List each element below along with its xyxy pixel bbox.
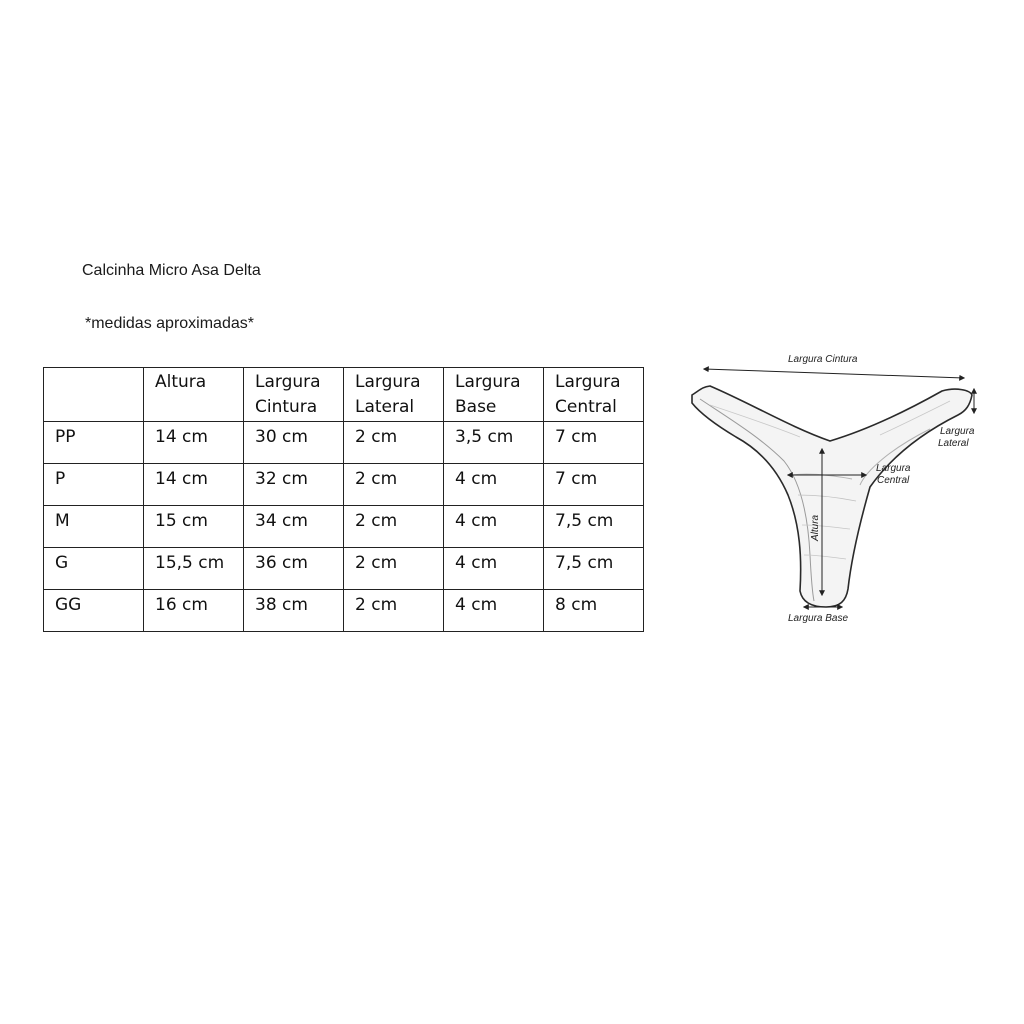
largura-base-cell: 4 cm bbox=[444, 506, 544, 548]
size-cell: PP bbox=[44, 422, 144, 464]
measurements-note: *medidas aproximadas* bbox=[85, 315, 254, 332]
largura-central-cell: 7,5 cm bbox=[544, 548, 644, 590]
largura-lateral-cell: 2 cm bbox=[344, 422, 444, 464]
largura-central-cell: 7 cm bbox=[544, 464, 644, 506]
header-cell-blank bbox=[44, 368, 144, 422]
label-largura-base: Largura Base bbox=[788, 613, 849, 624]
label-altura: Altura bbox=[810, 514, 821, 541]
page-title: Calcinha Micro Asa Delta bbox=[82, 262, 261, 279]
header-cell-largura-base: Largura Base bbox=[444, 368, 544, 422]
table-row bbox=[44, 548, 644, 590]
header-cell-altura: Altura bbox=[144, 368, 244, 422]
largura-lateral-cell: 2 cm bbox=[344, 506, 444, 548]
largura-central-cell: 7 cm bbox=[544, 422, 644, 464]
label-largura-lateral-1: Largura bbox=[940, 426, 975, 437]
largura-base-cell: 4 cm bbox=[444, 548, 544, 590]
garment-outline-icon bbox=[692, 386, 972, 607]
table-row bbox=[44, 464, 644, 506]
altura-cell: 14 cm bbox=[144, 422, 244, 464]
largura-base-cell: 3,5 cm bbox=[444, 422, 544, 464]
largura-cintura-cell: 34 cm bbox=[244, 506, 344, 548]
largura-cintura-cell: 30 cm bbox=[244, 422, 344, 464]
largura-lateral-cell: 2 cm bbox=[344, 590, 444, 632]
waist-width-arrow bbox=[704, 369, 964, 378]
table-row bbox=[44, 590, 644, 632]
label-largura-cintura: Largura Cintura bbox=[788, 354, 858, 365]
largura-base-cell: 4 cm bbox=[444, 464, 544, 506]
header-cell-largura-lateral: Largura Lateral bbox=[344, 368, 444, 422]
size-cell: M bbox=[44, 506, 144, 548]
header-cell-largura-central: Largura Central bbox=[544, 368, 644, 422]
label-largura-central-1: Largura bbox=[876, 463, 911, 474]
measurement-diagram bbox=[680, 345, 980, 635]
largura-base-cell: 4 cm bbox=[444, 590, 544, 632]
label-largura-lateral-2: Lateral bbox=[938, 438, 969, 449]
largura-lateral-cell: 2 cm bbox=[344, 464, 444, 506]
largura-central-cell: 8 cm bbox=[544, 590, 644, 632]
table-row bbox=[44, 422, 644, 464]
largura-cintura-cell: 36 cm bbox=[244, 548, 344, 590]
altura-cell: 15 cm bbox=[144, 506, 244, 548]
table-row bbox=[44, 506, 644, 548]
size-cell: GG bbox=[44, 590, 144, 632]
altura-cell: 14 cm bbox=[144, 464, 244, 506]
label-largura-central-2: Central bbox=[877, 475, 910, 486]
altura-cell: 16 cm bbox=[144, 590, 244, 632]
header-cell-largura-cintura: Largura Cintura bbox=[244, 368, 344, 422]
size-cell: G bbox=[44, 548, 144, 590]
altura-cell: 15,5 cm bbox=[144, 548, 244, 590]
largura-cintura-cell: 38 cm bbox=[244, 590, 344, 632]
size-cell: P bbox=[44, 464, 144, 506]
table-header-row bbox=[44, 368, 644, 422]
largura-lateral-cell: 2 cm bbox=[344, 548, 444, 590]
largura-central-cell: 7,5 cm bbox=[544, 506, 644, 548]
size-table bbox=[43, 367, 644, 632]
largura-cintura-cell: 32 cm bbox=[244, 464, 344, 506]
